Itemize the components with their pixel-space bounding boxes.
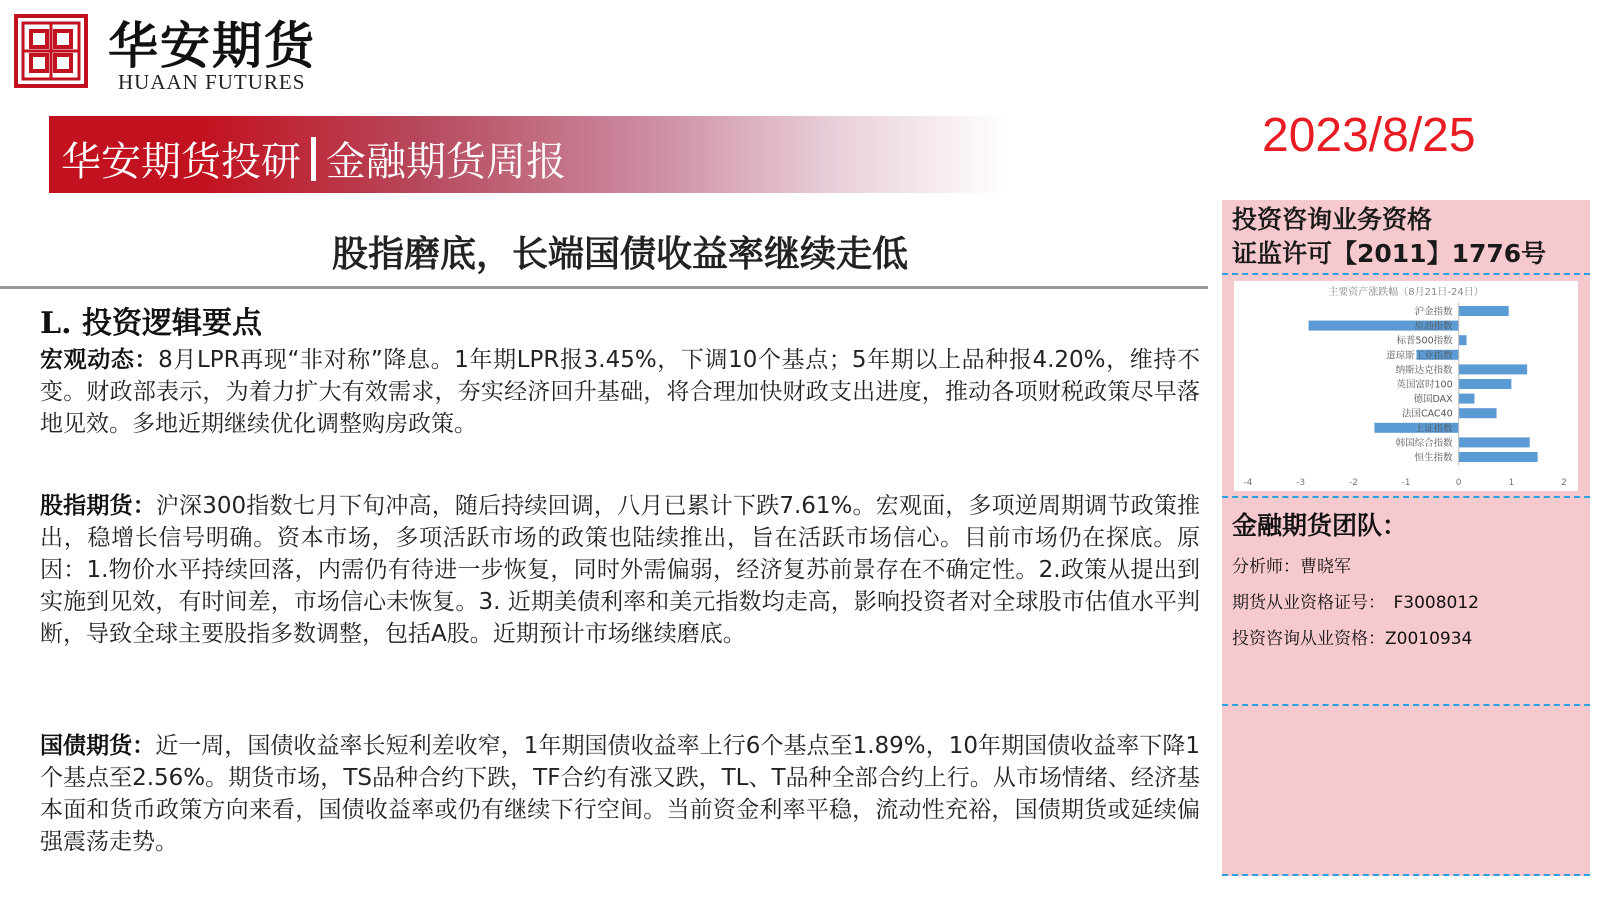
panel-divider-lower [1222, 704, 1590, 706]
qualification-line-2: 证监许可【2011】1776号 [1232, 239, 1547, 268]
title-divider [0, 286, 1208, 289]
index-futures-label: 股指期货： [40, 493, 156, 519]
banner-report-type: 金融期货周报 [326, 139, 566, 185]
chart-category-label: 韩国综合指数 [1395, 437, 1453, 449]
chart-category-label: 纳斯达克指数 [1395, 364, 1453, 376]
macro-paragraph [40, 344, 1200, 440]
advisory-cert-number: 投资咨询从业资格：Z0010934 [1232, 629, 1473, 649]
chart-x-tick-label: 0 [1455, 478, 1462, 488]
index-futures-text: 沪深300指数七月下旬冲高，随后持续回调，八月已累计下跌7.61%。宏观面，多项逆周期调节政策推出，稳增长信号明确。资本市场，多项活跃市场的政策也陆续推出，旨在活跃市场信心。目前市场仍在探底。原因：1.物价水平持续回落，内需仍有待进一步恢复，同时外需偏弱，经济复苏前景存在不确定性。2.政策从提出到实施到见效，有时间差，市场信心未恢复。3. 近期美债利率和美元指数均走高，影响投资者对全球股市估值水平判断，导致全球主要股指多数调整，包括A股。近期预计市场继续磨底。 [40, 493, 1200, 647]
banner-divider [311, 137, 316, 181]
asset-returns-chart [1234, 281, 1578, 491]
panel-divider-top [1222, 273, 1590, 275]
report-banner [49, 116, 1009, 193]
chart-category-label: 标普500指数 [1396, 335, 1453, 347]
bond-futures-text: 近一周，国债收益率长短利差收窄，1年期国债收益率上行6个基点至1.89%，10年期国债收益率下降1个基点至2.56%。期货市场，TS品种合约下跌，TF合约有涨又跌，TL、T品种全部合约上行。从市场情绪、经济基本面和货币政策方向来看，国债收益率或仍有继续下行空间。当前资金利率平稳，流动性充裕，国债期货或延续偏强震荡走势。 [40, 733, 1201, 855]
logo-english-name: HUAAN FUTURES [118, 70, 306, 94]
banner-brand: 华安期货投研 [61, 139, 301, 185]
index-futures-paragraph [40, 490, 1200, 650]
asset-returns-chart-svg [1234, 281, 1578, 491]
chart-x-tick-label: -1 [1401, 478, 1411, 488]
chart-bar [1459, 437, 1530, 447]
logo-mark-icon [14, 14, 88, 88]
macro-text: 8月LPR再现“非对称”降息。1年期LPR报3.45%，下调10个基点；5年期以上品种报4.20%，维持不变。财政部表示，为着力扩大有效需求，夯实经济回升基础，将合理加快财政支出进度，推动各项财税政策尽早落地见效。多地近期继续优化调整购房政策。 [40, 347, 1200, 437]
chart-bar [1459, 364, 1527, 374]
chart-bar [1459, 394, 1475, 404]
analyst-name: 分析师：曹晓军 [1232, 557, 1351, 577]
chart-x-tick-label: 2 [1561, 478, 1567, 488]
macro-label: 宏观动态： [40, 347, 159, 373]
logo-chinese-name: 华安期货 [108, 16, 316, 75]
chart-category-label: 上证指数 [1414, 423, 1453, 435]
chart-category-label: 沪金指数 [1414, 306, 1453, 318]
futures-cert-number: 期货从业资格证号： F3008012 [1232, 593, 1479, 613]
chart-bar [1459, 306, 1509, 316]
page-title: 股指磨底，长端国债收益率继续走低 [331, 234, 908, 275]
chart-category-label: 恒生指数 [1414, 452, 1453, 464]
chart-category-label: 道琼斯工业指数 [1386, 350, 1453, 362]
chart-bar [1459, 379, 1512, 389]
section-heading: L. 投资逻辑要点 [40, 306, 262, 341]
company-logo [14, 14, 88, 88]
chart-title: 主要资产涨跌幅（8月21日-24日） [1328, 287, 1484, 298]
chart-category-label: 法国CAC40 [1401, 408, 1453, 420]
bond-futures-label: 国债期货： [40, 733, 156, 759]
chart-bar [1459, 408, 1497, 418]
team-title: 金融期货团队： [1232, 511, 1408, 540]
chart-category-label: 德国DAX [1413, 394, 1453, 406]
chart-category-label: 原油指数 [1414, 321, 1453, 333]
chart-bar [1459, 452, 1538, 462]
chart-x-tick-label: -3 [1296, 478, 1306, 488]
chart-x-tick-label: 1 [1508, 478, 1515, 488]
report-date: 2023/8/25 [1262, 109, 1476, 162]
chart-category-label: 英国富时100 [1396, 379, 1453, 391]
bond-futures-paragraph [40, 730, 1200, 858]
qualification-line-1: 投资咨询业务资格 [1232, 205, 1433, 234]
panel-divider-middle [1222, 496, 1590, 498]
panel-divider-bottom [1222, 874, 1590, 876]
chart-bar [1459, 335, 1467, 345]
chart-x-tick-label: -4 [1243, 478, 1253, 488]
chart-x-tick-label: -2 [1348, 478, 1358, 488]
